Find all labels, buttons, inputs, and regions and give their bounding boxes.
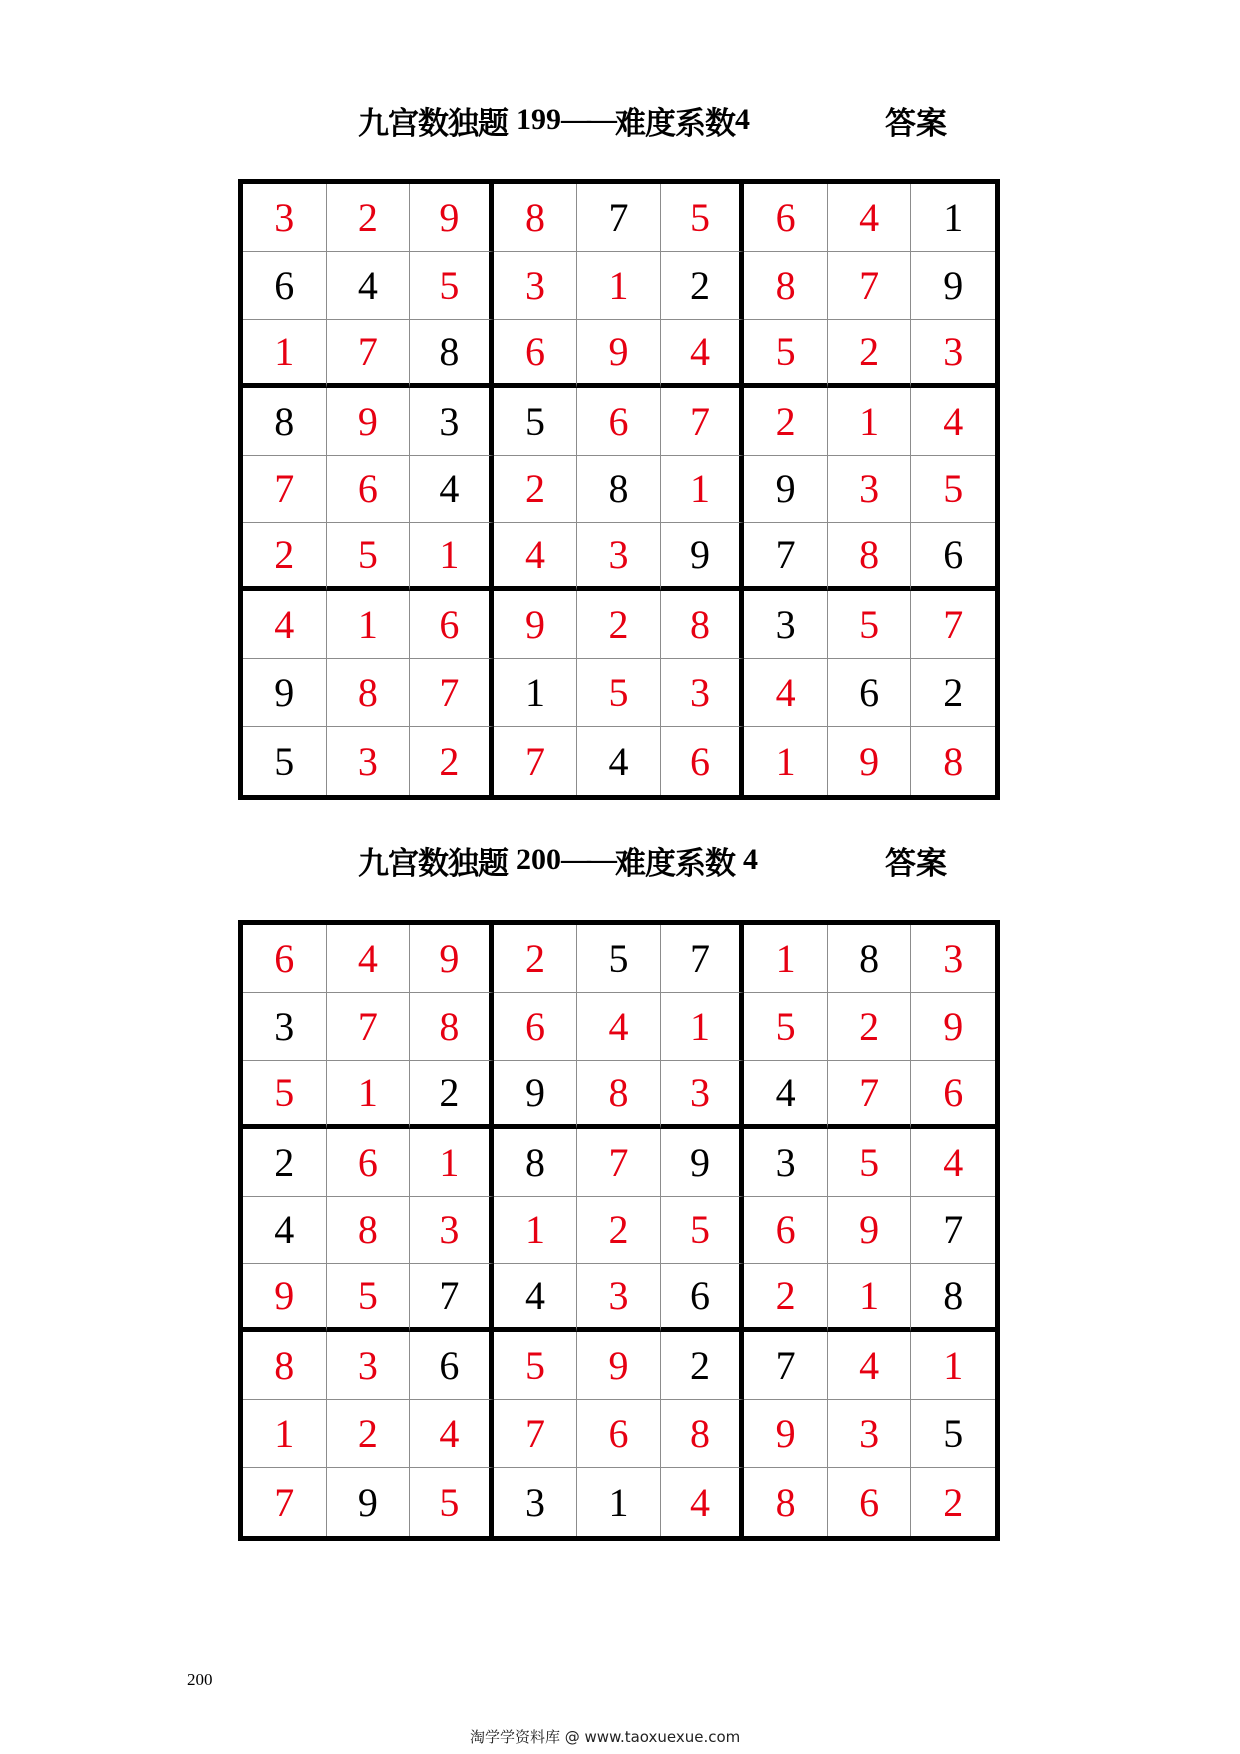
title-prefix: 九宫数独题 xyxy=(358,845,508,882)
sudoku-cell: 4 xyxy=(410,456,494,524)
sudoku-cell: 8 xyxy=(661,591,745,659)
sudoku-cell: 1 xyxy=(577,1468,661,1536)
difficulty-label: 难度系数 xyxy=(615,105,735,142)
sudoku-cell: 1 xyxy=(577,252,661,320)
sudoku-cell: 2 xyxy=(661,1332,745,1400)
sudoku-cell: 7 xyxy=(243,456,327,524)
sudoku-cell: 9 xyxy=(327,388,411,456)
sudoku-cell: 3 xyxy=(911,320,995,388)
title-dash: —— xyxy=(561,103,613,136)
sudoku-cell: 5 xyxy=(911,1400,995,1468)
sudoku-cell: 3 xyxy=(828,1400,912,1468)
sudoku-cell: 3 xyxy=(410,1197,494,1265)
sudoku-cell: 6 xyxy=(243,925,327,993)
sudoku-cell: 1 xyxy=(410,523,494,591)
sudoku-cell: 8 xyxy=(410,320,494,388)
sudoku-cell: 2 xyxy=(243,523,327,591)
sudoku-cell: 4 xyxy=(494,1264,578,1332)
answer-label: 答案 xyxy=(885,105,947,142)
sudoku-cell: 9 xyxy=(577,320,661,388)
sudoku-cell: 5 xyxy=(828,591,912,659)
sudoku-cell: 4 xyxy=(577,727,661,795)
sudoku-cell: 7 xyxy=(577,1129,661,1197)
sudoku-cell: 4 xyxy=(243,591,327,659)
sudoku-cell: 4 xyxy=(744,659,828,727)
sudoku-cell: 1 xyxy=(327,591,411,659)
sudoku-cell: 2 xyxy=(410,1061,494,1129)
sudoku-cell: 9 xyxy=(410,925,494,993)
sudoku-cell: 6 xyxy=(494,320,578,388)
sudoku-cell: 6 xyxy=(410,1332,494,1400)
sudoku-cell: 2 xyxy=(577,1197,661,1265)
sudoku-cell: 1 xyxy=(661,993,745,1061)
sudoku-cell: 5 xyxy=(410,252,494,320)
sudoku-cell: 7 xyxy=(911,1197,995,1265)
puzzle-number: 200 xyxy=(516,843,561,876)
sudoku-cell: 7 xyxy=(410,1264,494,1332)
difficulty-value: 4 xyxy=(735,103,750,136)
sudoku-cell: 5 xyxy=(828,1129,912,1197)
sudoku-cell: 3 xyxy=(744,1129,828,1197)
sudoku-cell: 6 xyxy=(744,1197,828,1265)
sudoku-cell: 9 xyxy=(494,1061,578,1129)
sudoku-cell: 7 xyxy=(577,184,661,252)
sudoku-cell: 8 xyxy=(577,1061,661,1129)
sudoku-cell: 2 xyxy=(494,456,578,524)
sudoku-cell: 5 xyxy=(494,1332,578,1400)
sudoku-cell: 7 xyxy=(661,388,745,456)
sudoku-cell: 8 xyxy=(243,388,327,456)
sudoku-cell: 8 xyxy=(744,252,828,320)
sudoku-cell: 2 xyxy=(943,1479,964,1525)
sudoku-cell: 9 xyxy=(744,1400,828,1468)
sudoku-cell: 2 xyxy=(327,184,411,252)
sudoku-cell: 3 xyxy=(577,523,661,591)
sudoku-cell: 8 xyxy=(494,184,578,252)
sudoku-cell: 2 xyxy=(661,252,745,320)
sudoku-cell: 4 xyxy=(327,925,411,993)
sudoku-cell: 1 xyxy=(828,1264,912,1332)
sudoku-cell: 8 xyxy=(410,993,494,1061)
page-number: 200 xyxy=(187,1670,213,1689)
title-dash: —— xyxy=(561,843,613,876)
sudoku-cell: 3 xyxy=(661,659,745,727)
sudoku-cell: 3 xyxy=(494,1468,578,1536)
sudoku-cell: 4 xyxy=(494,523,578,591)
sudoku-cell: 5 xyxy=(243,727,327,795)
sudoku-cell: 2 xyxy=(410,727,494,795)
sudoku-cell: 9 xyxy=(828,727,912,795)
sudoku-cell: 9 xyxy=(661,1129,745,1197)
sudoku-cell: 9 xyxy=(494,591,578,659)
sudoku-cell: 4 xyxy=(828,1332,912,1400)
sudoku-cell: 9 xyxy=(911,252,995,320)
sudoku-cell: 6 xyxy=(911,1061,995,1129)
sudoku-cell: 7 xyxy=(243,1468,327,1536)
sudoku-cell: 4 xyxy=(327,252,411,320)
sudoku-cell: 1 xyxy=(828,388,912,456)
sudoku-cell: 1 xyxy=(744,727,828,795)
sudoku-cell: 3 xyxy=(327,1332,411,1400)
sudoku-cell: 5 xyxy=(744,993,828,1061)
sudoku-cell: 7 xyxy=(410,659,494,727)
difficulty-value: 4 xyxy=(743,843,758,876)
sudoku-cell: 8 xyxy=(911,1264,995,1332)
sudoku-cell: 7 xyxy=(744,1332,828,1400)
sudoku-cell: 6 xyxy=(661,727,745,795)
sudoku-cell: 6 xyxy=(494,993,578,1061)
answer-label: 答案 xyxy=(885,845,947,882)
sudoku-cell: 6 xyxy=(327,456,411,524)
sudoku-cell: 4 xyxy=(744,1061,828,1129)
sudoku-cell: 9 xyxy=(410,184,494,252)
sudoku-cell: 4 xyxy=(410,1400,494,1468)
sudoku-cell: 8 xyxy=(828,523,912,591)
sudoku-cell: 3 xyxy=(661,1061,745,1129)
sudoku-cell: 1 xyxy=(410,1129,494,1197)
sudoku-cell: 6 xyxy=(243,252,327,320)
sudoku-cell: 6 xyxy=(577,388,661,456)
sudoku-cell: 3 xyxy=(577,1264,661,1332)
sudoku-cell: 8 xyxy=(943,738,964,784)
sudoku-cell: 1 xyxy=(911,1332,995,1400)
sudoku-cell: 5 xyxy=(494,388,578,456)
sudoku-cell: 8 xyxy=(327,659,411,727)
puzzle-number: 199 xyxy=(516,103,561,136)
sudoku-cell: 5 xyxy=(327,1264,411,1332)
sudoku-cell: 8 xyxy=(661,1400,745,1468)
sudoku-cell: 7 xyxy=(494,727,578,795)
sudoku-cell: 5 xyxy=(661,1197,745,1265)
sudoku-cell: 1 xyxy=(494,659,578,727)
sudoku-cell: 1 xyxy=(494,1197,578,1265)
sudoku-cell: 4 xyxy=(661,320,745,388)
sudoku-cell: 3 xyxy=(243,993,327,1061)
sudoku-cell: 8 xyxy=(243,1332,327,1400)
sudoku-cell: 5 xyxy=(243,1061,327,1129)
sudoku-cell: 2 xyxy=(243,1129,327,1197)
sudoku-cell: 9 xyxy=(243,659,327,727)
sudoku-cell: 5 xyxy=(327,523,411,591)
sudoku-cell: 8 xyxy=(327,1197,411,1265)
sudoku-cell: 2 xyxy=(911,659,995,727)
sudoku-cell: 7 xyxy=(744,523,828,591)
sudoku-cell: 6 xyxy=(911,523,995,591)
sudoku-cell: 6 xyxy=(327,1129,411,1197)
sudoku-cell: 4 xyxy=(911,388,995,456)
sudoku-cell: 3 xyxy=(744,591,828,659)
sudoku-cell: 6 xyxy=(744,184,828,252)
sudoku-cell: 7 xyxy=(911,591,995,659)
sudoku-cell: 1 xyxy=(911,184,995,252)
sudoku-cell: 2 xyxy=(494,925,578,993)
sudoku-cell: 2 xyxy=(744,1264,828,1332)
sudoku-cell: 2 xyxy=(577,591,661,659)
sudoku-cell: 2 xyxy=(828,993,912,1061)
sudoku-cell: 1 xyxy=(243,1400,327,1468)
sudoku-cell: 7 xyxy=(661,925,745,993)
sudoku-cell: 5 xyxy=(744,320,828,388)
sudoku-cell: 6 xyxy=(577,1400,661,1468)
sudoku-cell: 8 xyxy=(577,456,661,524)
sudoku-cell: 3 xyxy=(494,252,578,320)
sudoku-cell: 1 xyxy=(661,456,745,524)
sudoku-cell: 3 xyxy=(243,184,327,252)
puzzle-200-title xyxy=(358,840,947,882)
sudoku-cell: 4 xyxy=(577,993,661,1061)
sudoku-cell: 6 xyxy=(661,1264,745,1332)
sudoku-cell: 5 xyxy=(911,456,995,524)
difficulty-label: 难度系数 xyxy=(615,845,735,882)
sudoku-grid-200 xyxy=(238,920,1000,1541)
sudoku-cell: 6 xyxy=(828,659,912,727)
sudoku-cell: 1 xyxy=(243,320,327,388)
sudoku-cell: 5 xyxy=(661,184,745,252)
sudoku-cell: 3 xyxy=(828,456,912,524)
sudoku-grid-199 xyxy=(238,179,1000,800)
sudoku-cell: 8 xyxy=(828,925,912,993)
sudoku-cell: 1 xyxy=(327,1061,411,1129)
title-prefix: 九宫数独题 xyxy=(358,105,508,142)
sudoku-cell: 8 xyxy=(744,1468,828,1536)
sudoku-cell: 2 xyxy=(744,388,828,456)
sudoku-cell: 9 xyxy=(577,1332,661,1400)
sudoku-cell: 9 xyxy=(661,523,745,591)
sudoku-cell: 7 xyxy=(327,993,411,1061)
sudoku-cell: 5 xyxy=(577,925,661,993)
sudoku-cell: 6 xyxy=(410,591,494,659)
sudoku-cell: 3 xyxy=(911,925,995,993)
sudoku-cell: 2 xyxy=(327,1400,411,1468)
sudoku-cell: 3 xyxy=(410,388,494,456)
sudoku-cell: 7 xyxy=(828,1061,912,1129)
sudoku-cell: 4 xyxy=(661,1468,745,1536)
sudoku-cell: 9 xyxy=(327,1468,411,1536)
watermark: 淘学学资料库 @ www.taoxuexue.com xyxy=(470,1728,741,1746)
sudoku-cell: 6 xyxy=(828,1468,912,1536)
sudoku-cell: 7 xyxy=(828,252,912,320)
sudoku-cell: 5 xyxy=(410,1468,494,1536)
puzzle-199-title xyxy=(358,100,947,142)
sudoku-cell: 7 xyxy=(494,1400,578,1468)
sudoku-cell: 8 xyxy=(494,1129,578,1197)
sudoku-cell: 1 xyxy=(744,925,828,993)
sudoku-cell: 2 xyxy=(828,320,912,388)
sudoku-cell: 3 xyxy=(327,727,411,795)
sudoku-cell: 5 xyxy=(577,659,661,727)
sudoku-cell: 9 xyxy=(744,456,828,524)
sudoku-cell: 9 xyxy=(243,1264,327,1332)
sudoku-cell: 4 xyxy=(911,1129,995,1197)
sudoku-cell: 4 xyxy=(243,1197,327,1265)
sudoku-cell: 4 xyxy=(828,184,912,252)
sudoku-cell: 9 xyxy=(911,993,995,1061)
sudoku-cell: 9 xyxy=(828,1197,912,1265)
sudoku-cell: 7 xyxy=(327,320,411,388)
